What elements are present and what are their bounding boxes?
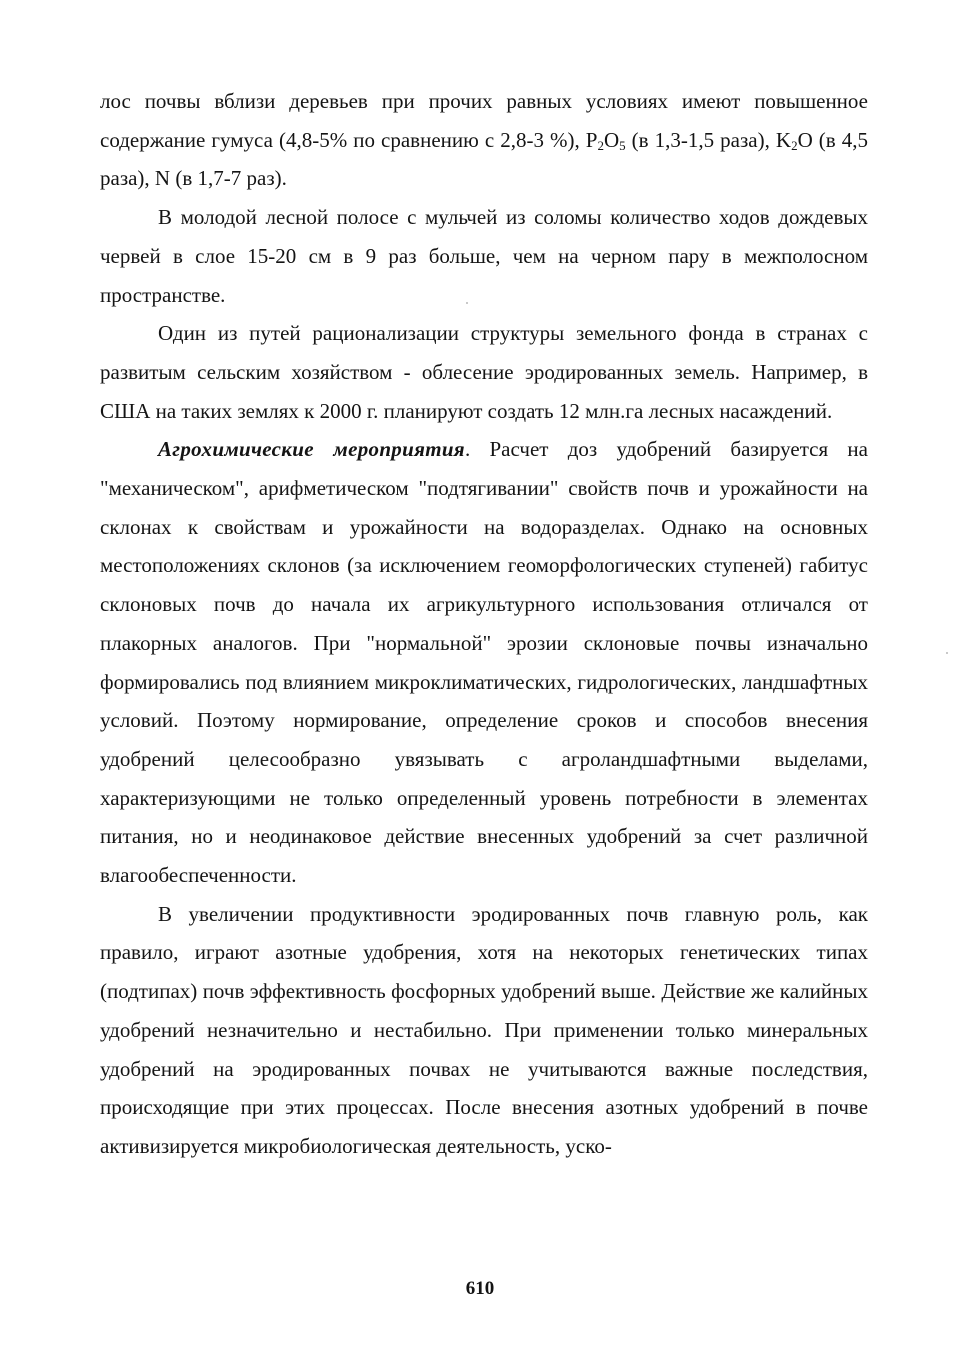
p2o5-subscript-5: 5 (619, 137, 626, 153)
paragraph-4-text: . Расчет доз удобрений базируется на "механическом", арифметическом "подтягивании" свойств почв и урожайности на склонах к свойствам и урожайности на водоразделах. Однако на основных местоположениях склонов (за исключением геоморфологических ступеней) габитус склоновых почв до начала их агрикультурного использования отличался от плакорных аналогов. При "нормальной" эрозии склоновые почвы изначально формировались под влиянием микроклиматических, гидрологических, ландшафтных условий. Поэтому нормирование, определение сроков и способов внесения удобрений целесообразно увязывать с агроландшафтными выделами, характеризующими не только определенный уровень потребности в элементах питания, но и неодинаковое действие внесенных удобрений за счет различной влагообеспеченности. (100, 437, 868, 888)
paragraph-1-text-b: O (603, 127, 620, 152)
paragraph-2: В молодой лесной полосе с мульчей из соломы количество ходов дождевых червей в слое 15-20 см в 9 раз больше, чем на черном пару в межполосном пространстве. (100, 205, 868, 307)
scan-speck (466, 302, 468, 304)
k2o-subscript-2: 2 (791, 137, 798, 153)
page-number: 610 (465, 1278, 495, 1299)
paragraph-1-text-c: (в 1,3-1,5 раза), K (625, 127, 792, 152)
paragraph-3: Один из путей рационализации структуры земельного фонда в странах с развитым сельским хозяйством - облесение эродированных земель. Например, в США на таких землях к 2000 г. планируют создать 12 млн.га лесных насаждений. (100, 321, 868, 423)
scan-speck (946, 652, 948, 654)
page-body (100, 82, 868, 1166)
paragraph-4 (100, 430, 868, 894)
p2o5-subscript-2: 2 (597, 137, 604, 153)
paragraph-5: В увеличении продуктивности эродированных почв главную роль, как правило, играют азотные удобрения, хотя на некоторых генетических типах (подтипах) почв эффективность фосфорных удобрений выше. Действие же калийных удобрений незначительно и нестабильно. При применении только минеральных удобрений на эродированных почвах не учитываются важные последствия, происходящие при этих процессах. После внесения азотных удобрений в почве активизируется микробиологическая деятельность, уско- (100, 901, 868, 1158)
paragraph-1 (100, 82, 868, 198)
paragraph-1-text-a: лос почвы вблизи деревьев при прочих равных условиях имеют повышенное содержание гумуса (4,8-5% по сравнению с 2,8-3 %), P (100, 89, 868, 152)
paragraph-1-text-d: O (в 4,5 раза), N (в 1,7-7 раз). (100, 127, 868, 191)
section-lead-heading: Агрохимические мероприятия (158, 437, 465, 462)
